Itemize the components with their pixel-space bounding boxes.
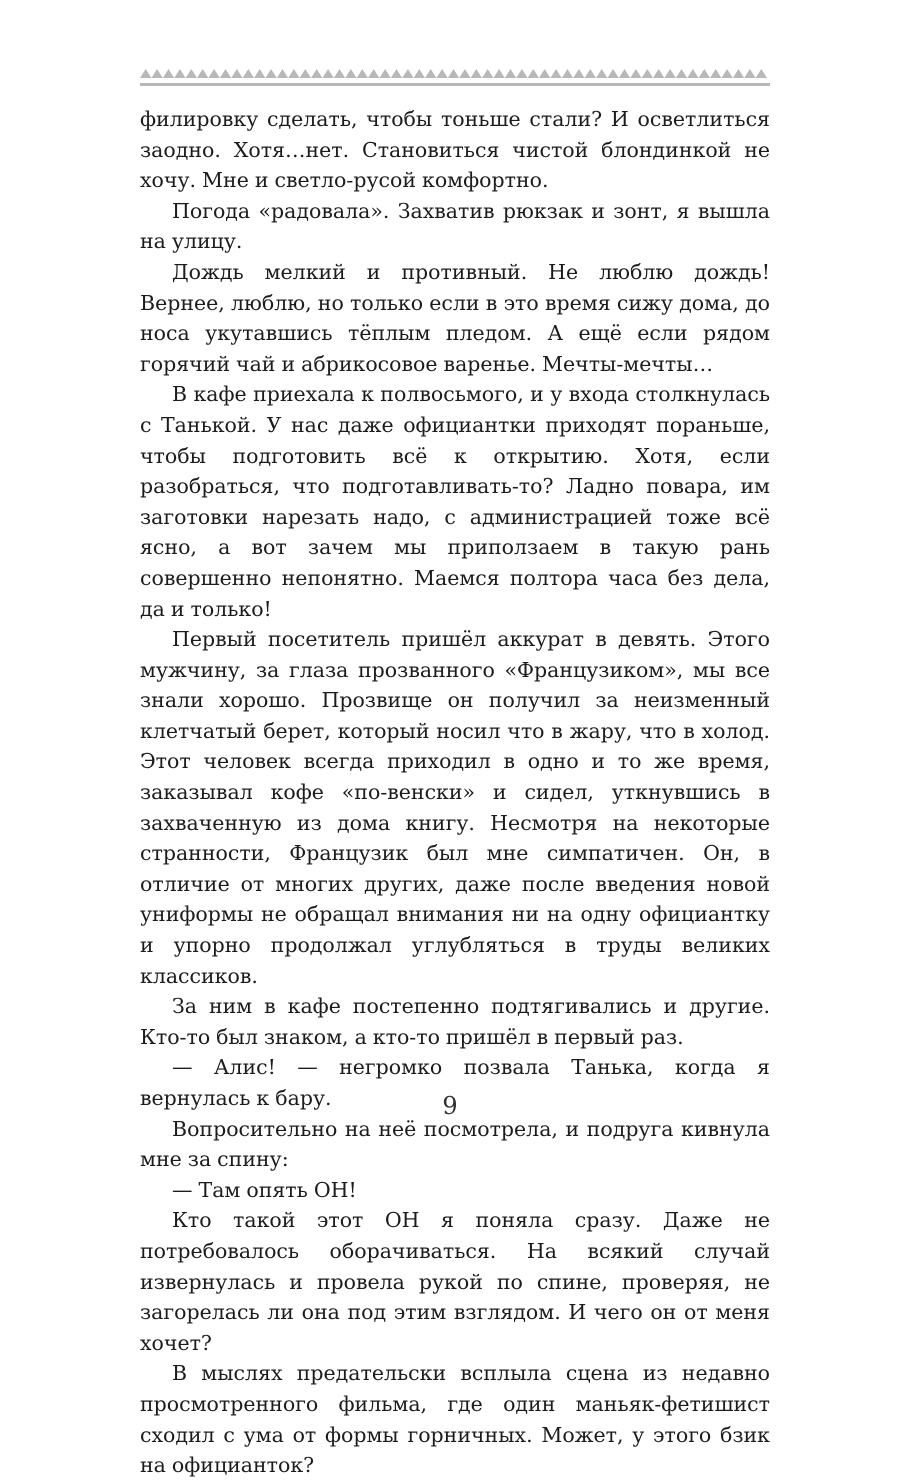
paragraph-6: За ним в кафе постепенно подтягивались и другие. Кто-то был знаком, а кто-то пришёл в первый раз. [140,994,770,1049]
paragraph-10: Кто такой этот ОН я поняла сразу. Даже не потребовалось оборачиваться. На всякий случай извернулась и провела рукой по спине, проверяя, не загорелась ли она под этим взглядом. И чего он от меня хочет? [140,1208,770,1355]
paragraph-7: — Алис! — негромко позвала Танька, когда я вернулась к бару. [140,1055,770,1110]
body-text [140,104,770,1481]
paragraph-3: Дождь мелкий и противный. Не люблю дождь! Вернее, люблю, но только если в это время сижу дома, до носа укутавшись тёплым пледом. А ещё если рядом горячий чай и абрикосовое варенье. Мечты-мечты… [140,259,770,376]
paragraph-11: В мыслях предательски всплыла сцена из недавно просмотренного фильма, где один маньяк-фетишист сходил с ума от формы горничных. Может, у этого бзик на официанток? [140,1361,770,1478]
ornament-rule [140,83,770,86]
header-ornament [140,60,770,90]
paragraph-2: Погода «радовала». Захватив рюкзак и зонт, я вышла на улицу. [140,198,770,254]
paragraph-9: — Там опять ОН! [172,1177,357,1202]
paragraph-4: В кафе приехала к полвосьмого, и у входа столкнулась с Танькой. У нас даже официантки приходят пораньше, чтобы подготовить всё к открытию. Хотя, если разобраться, что подготавливать-то? Ладно повара, им заготовки нарезать надо, с администрацией тоже всё ясно, а вот зачем мы приползаем в такую рань совершенно непонятно. Маемся полтора часа без дела, да и только! [140,382,770,621]
page-number: 9 [442,1092,458,1120]
paragraph-1: филировку сделать, чтобы тоньше стали? И осветлиться заодно. Хотя…нет. Становиться чистой блондинкой не хочу. Мне и светло-русой комфортно. [140,107,770,193]
ornament-triangles [140,69,767,78]
paragraph-5: Первый посетитель пришёл аккурат в девять. Этого мужчину, за глаза прозванного «Французиком», мы все знали хорошо. Прозвище он получил за неизменный клетчатый берет, который носил что в жару, что в холод. Этот человек всегда приходил в одно и то же время, заказывал кофе «по-венски» и сидел, уткнувшись в захваченную из дома книгу. Несмотря на некоторые странности, Французик был мне симпатичен. Он, в отличие от многих других, даже после введения новой униформы не обращал внимания ни на одну официантку и упорно продолжал углубляться в труды великих классиков. [140,627,770,988]
paragraph-8: Вопросительно на неё посмотрела, и подруга кивнула мне за спину: [140,1116,770,1172]
